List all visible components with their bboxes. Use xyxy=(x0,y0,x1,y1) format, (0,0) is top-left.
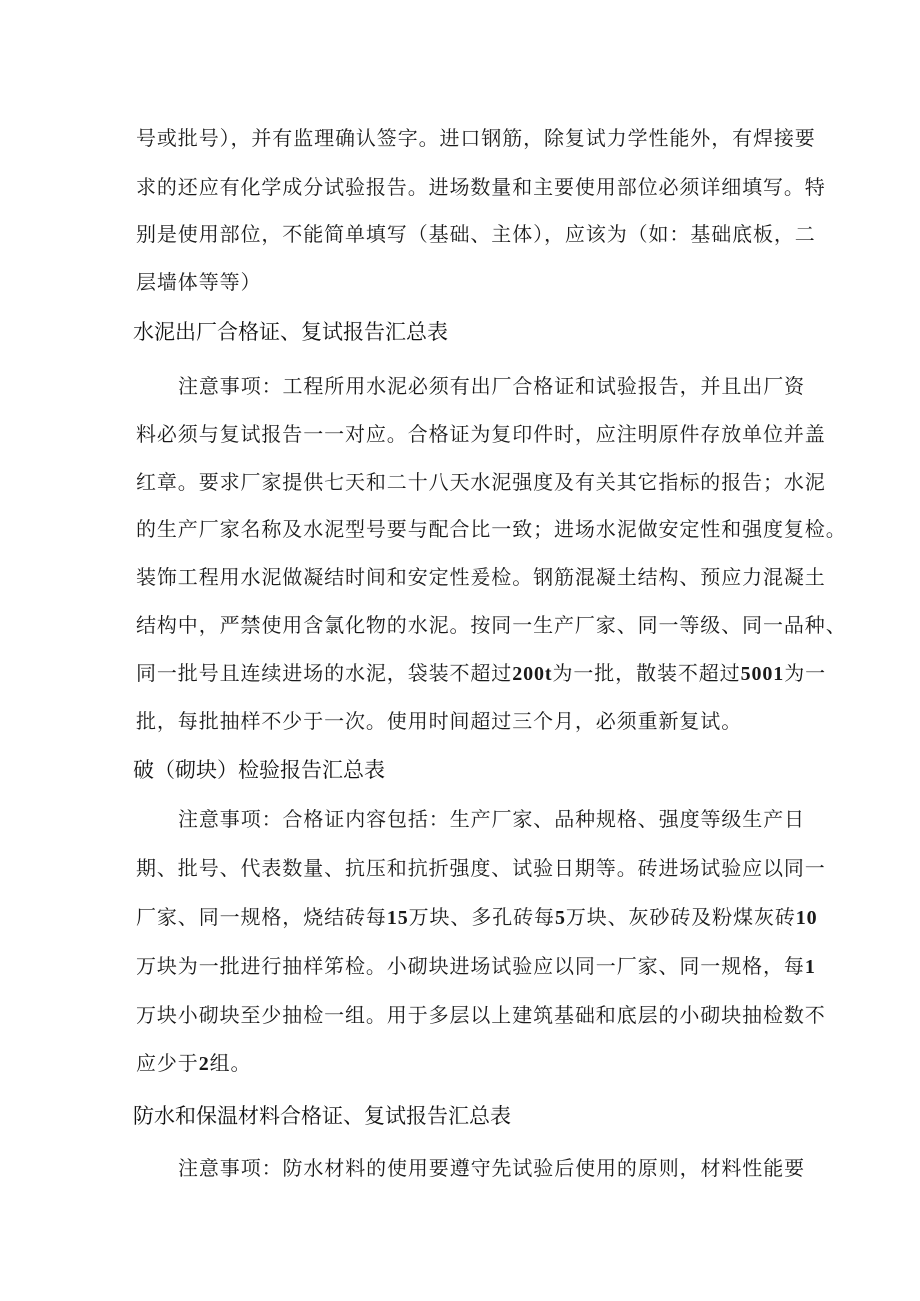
paragraph-line xyxy=(136,1047,251,1076)
text-run-number: 200t xyxy=(512,663,553,685)
text-run: 万块、灰砂砖及粉煤灰砖 xyxy=(565,905,796,929)
text-run-number: 2 xyxy=(198,1053,210,1075)
text-run: 厂家、同一规格，烧结砖每 xyxy=(136,905,387,929)
text-run: 为一批，散装不超过 xyxy=(552,661,741,685)
paragraph-line: 批，每批抽样不少于一次。使用时间超过三个月，必须重新复试。 xyxy=(136,709,743,733)
section-heading-brick: 破（砌块）检验报告汇总表 xyxy=(133,758,385,782)
text-run-number: 5 xyxy=(554,907,566,929)
text-run: 同一批号且连续进场的水泥，袋装不超过 xyxy=(136,661,513,685)
paragraph-line xyxy=(136,950,816,979)
paragraph-line: 装饰工程用水泥做凝结时间和安定性爰检。钢筋混凝土结构、预应力混凝土 xyxy=(136,565,826,589)
paragraph-line: 层墙体等等） xyxy=(136,270,262,294)
text-run: 组。 xyxy=(209,1051,252,1075)
paragraph-line: 注意事项：合格证内容包括：生产厂家、品种规格、强度等级生产日 xyxy=(178,807,805,831)
text-run: 应少于 xyxy=(136,1051,199,1075)
section-heading-cement: 水泥出厂合格证、复试报告汇总表 xyxy=(133,320,448,344)
text-run-number: 5001 xyxy=(740,663,785,685)
paragraph-line: 万块小砌块至少抽检一组。用于多层以上建筑基础和底层的小砌块抽检数不 xyxy=(136,1003,826,1027)
paragraph-line xyxy=(136,901,818,930)
paragraph-line: 料必须与复试报告一一对应。合格证为复印件时，应注明原件存放单位并盖 xyxy=(136,422,826,446)
text-run-number: 15 xyxy=(386,907,409,929)
paragraph-line: 别是使用部位，不能简单填写（基础、主体），应该为（如：基础底板，二 xyxy=(136,222,816,246)
section-heading-waterproof: 防水和保温材料合格证、复试报告汇总表 xyxy=(133,1104,511,1128)
paragraph-line: 的生产厂家名称及水泥型号要与配合比一致；进场水泥做安定性和强度复检。 xyxy=(136,517,847,541)
paragraph-line: 期、批号、代表数量、抗压和抗折强度、试验日期等。砖进场试验应以同一 xyxy=(136,856,826,880)
paragraph-line xyxy=(136,657,826,686)
text-run: 万块、多孔砖每 xyxy=(408,905,555,929)
paragraph-line: 求的还应有化学成分试验报告。进场数量和主要使用部位必须详细填写。特 xyxy=(136,175,826,199)
paragraph-line: 结构中，严禁使用含氯化物的水泥。按同一生产厂家、同一等级、同一品种、 xyxy=(136,613,847,637)
paragraph-line: 红章。要求厂家提供七天和二十八天水泥强度及有关其它指标的报告；水泥 xyxy=(136,470,826,494)
paragraph-line: 号或批号），并有监理确认签字。进口钢筋，除复试力学性能外，有焊接要 xyxy=(136,126,816,150)
paragraph-line: 注意事项：工程所用水泥必须有出厂合格证和试验报告，并且出厂资 xyxy=(178,374,805,398)
text-run-number: 1 xyxy=(804,956,816,978)
paragraph-line: 注意事项：防水材料的使用要遵守先试验后使用的原则，材料性能要 xyxy=(178,1156,805,1180)
text-run-number: 10 xyxy=(795,907,818,929)
text-run: 为一 xyxy=(784,661,826,685)
text-run: 万块为一批进行抽样笫检。小砌块进场试验应以同一厂家、同一规格，每 xyxy=(136,954,805,978)
